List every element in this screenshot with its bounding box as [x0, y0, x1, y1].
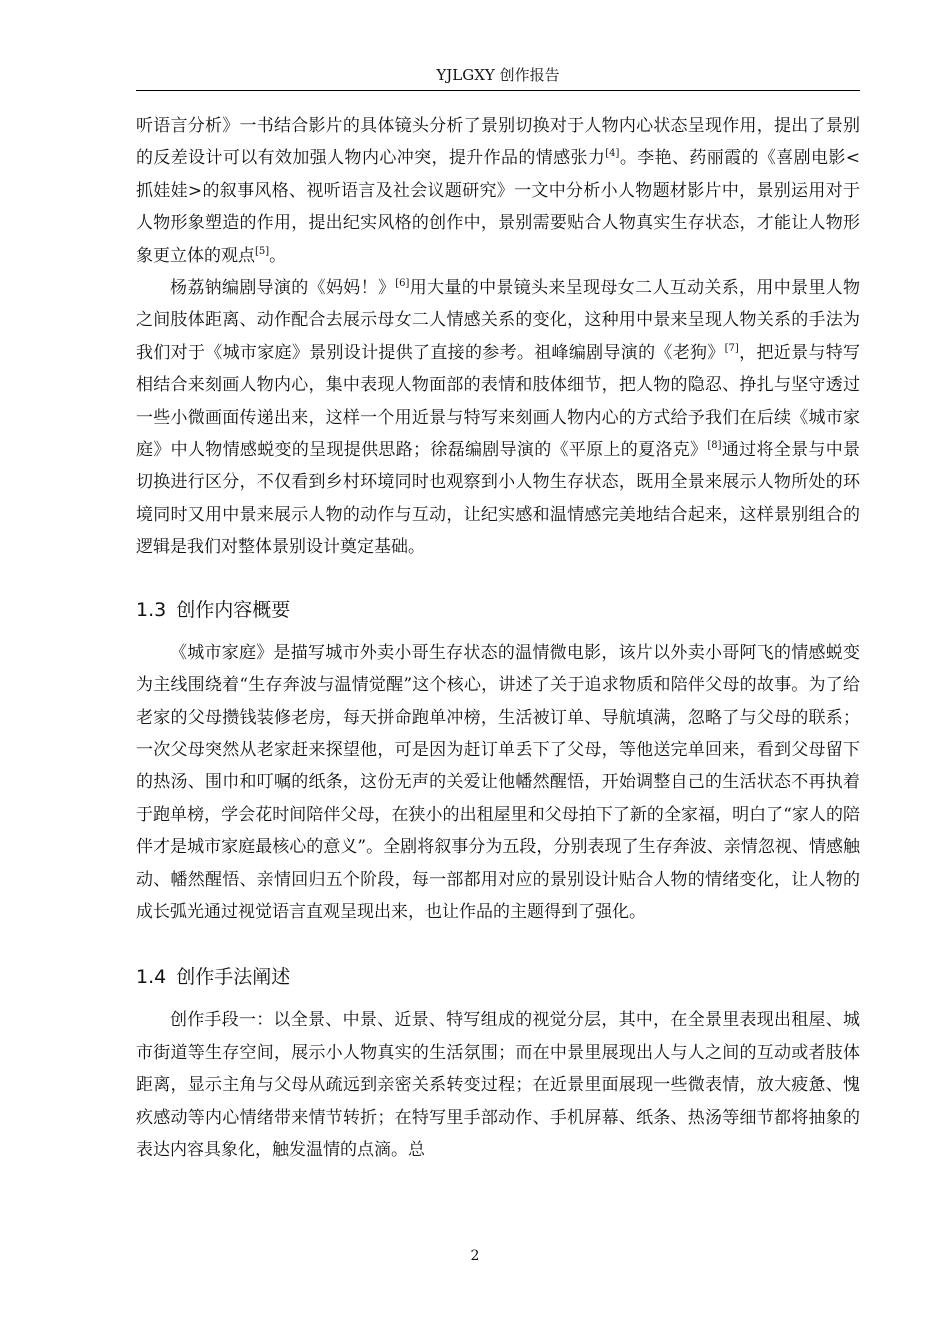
page-body: [136, 110, 860, 1166]
header-title: YJLGXY 创作报告: [436, 66, 560, 84]
section-number: 1.4: [136, 966, 167, 989]
citation-ref: [8]: [707, 440, 722, 452]
page-number: 2: [470, 1248, 480, 1264]
paragraph-literature-review: 听语言分析》一书结合影片的具体镜头分析了景别切换对于人物内心状态呈现作用，提出了景别的反差设计可以有效加强人物内心冲突，提升作品的情感张力[4]。李艳、药丽霞的《喜剧电影<抓娃娃>的叙事风格、视听语言及社会议题研究》一文中分析小人物题材影片中，景别运用对于人物形象塑造的作用，提出纪实风格的创作中，景别需要贴合人物真实生存状态，才能让人物形象更立体的观点[5]。: [136, 116, 861, 266]
paragraph-technique: 创作手段一：以全景、中景、近景、特写组成的视觉分层，其中，在全景里表现出租屋、城市街道等生存空间，展示小人物真实的生活氛围；而在中景里展现出人与人之间的互动或者肢体距离，显示主角与父母从疏远到亲密关系转变过程；在近景里面展现一些微表情，放大疲惫、愧疚感动等内心情绪带来情节转折；在特写里手部动作、手机屏幕、纸条、热汤等细节都将抽象的表达内容具象化，触发温情的点滴。总: [136, 1010, 860, 1160]
section-title: 创作手法阐述: [176, 966, 291, 989]
section-number: 1.3: [136, 598, 167, 621]
section-heading-1-4: [136, 964, 860, 990]
section-title: 创作内容概要: [176, 598, 291, 621]
citation-ref: [7]: [724, 342, 739, 354]
citation-ref: [5]: [255, 245, 270, 257]
citation-ref: [4]: [605, 148, 620, 160]
citation-ref: [6]: [395, 278, 410, 290]
page-header: [136, 64, 860, 91]
paragraph-content-summary: 《城市家庭》是描写城市外卖小哥生存状态的温情微电影，该片以外卖小哥阿飞的情感蜕变为主线围绕着“生存奔波与温情觉醒”这个核心，讲述了关于追求物质和陪伴父母的故事。为了给老家的父母攒钱装修老房，每天拼命跑单冲榜，生活被订单、导航填满，忽略了与父母的联系；一次父母突然从老家赶来探望他，可是因为赶订单丢下了父母，等他送完单回来，看到父母留下的热汤、围巾和叮嘱的纸条，这份无声的关爱让他幡然醒悟，开始调整自己的生活状态不再执着于跑单榜，学会花时间陪伴父母，在狭小的出租屋里和父母拍下了新的全家福，明白了“家人的陪伴才是城市家庭最核心的意义”。全剧将叙事分为五段，分别表现了生存奔波、亲情忽视、情感触动、幡然醒悟、亲情回归五个阶段，每一部都用对应的景别设计贴合人物的情绪变化，让人物的成长弧光通过视觉语言直观呈现出来，也让作品的主题得到了强化。: [136, 642, 860, 922]
paragraph-film-references: 杨荔钠编剧导演的《妈妈！》[6]用大量的中景镜头来呈现母女二人互动关系，用中景里人物之间肢体距离、动作配合去展示母女二人情感关系的变化，这种用中景来呈现人物关系的手法为我们对于《城市家庭》景别设计提供了直接的参考。祖峰编剧导演的《老狗》[7]，把近景与特写相结合来刻画人物内心，集中表现人物面部的表情和肢体细节，把人物的隐忍、挣扎与坚守透过一些小微画面传递出来，这样一个用近景与特写来刻画人物内心的方式给予我们在后续《城市家庭》中人物情感蜕变的呈现提供思路；徐磊编剧导演的《平原上的夏洛克》[8]通过将全景与中景切换进行区分，不仅看到乡村环境同时也观察到小人物生存状态，既用全景来展示人物所处的环境同时又用中景来展示人物的动作与互动，让纪实感和温情感完美地结合起来，这样景别组合的逻辑是我们对整体景别设计奠定基础。: [136, 278, 861, 558]
section-heading-1-3: [136, 597, 860, 623]
